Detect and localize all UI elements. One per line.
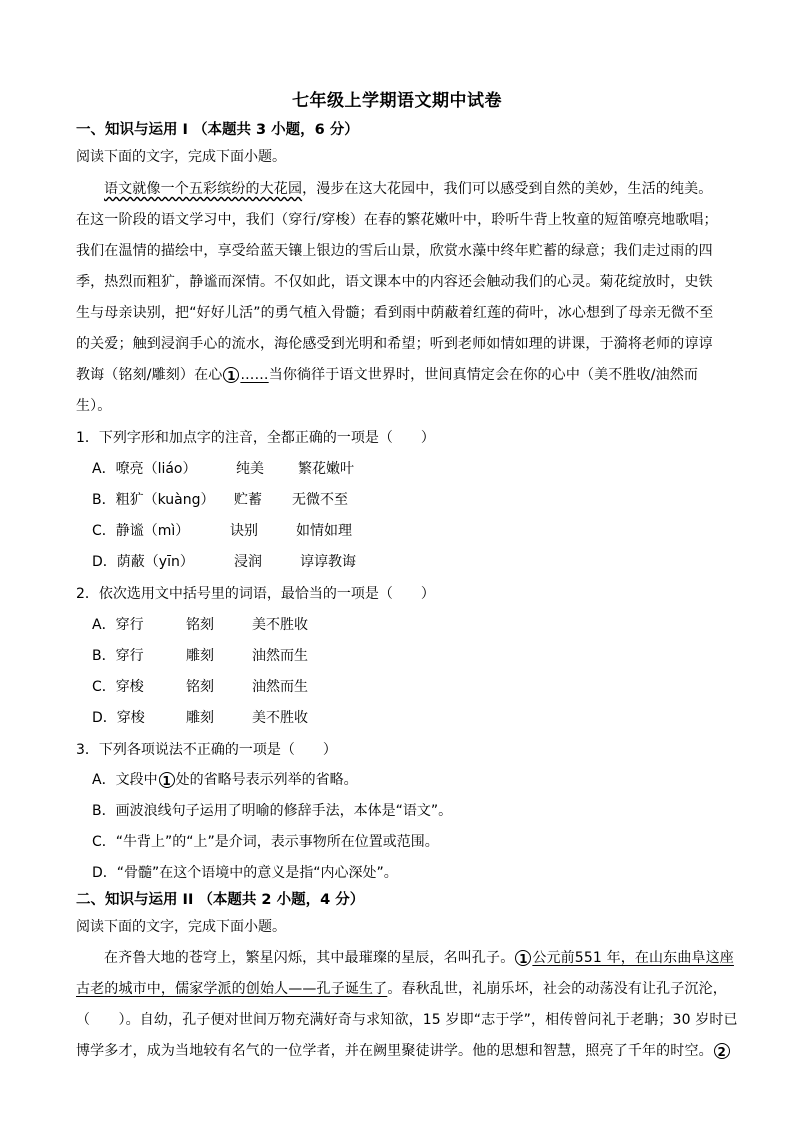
passage-text: ，漫步在这大花园中，我们可以感受到自然的美妙，生活的纯美。: [302, 181, 713, 197]
passage-line: [104, 947, 738, 967]
passage-line: 在这一阶段的语文学习中，我们（穿行/穿梭）在春的繁花嫩叶中，聆听牛背上牧童的短笛嘹亮地歌唱；: [76, 212, 718, 228]
option-part: 无微不至: [292, 492, 348, 508]
q3-option-c[interactable]: C．“牛背上”的“上”是介词，表示事物所在位置或范围。: [92, 834, 439, 850]
circled-number-1: 1: [515, 950, 531, 966]
q3-option-d[interactable]: D．“骨髓”在这个语境中的意义是指“内心深处”。: [92, 865, 398, 881]
q2-option-d[interactable]: [92, 707, 308, 727]
circled-number-1: 1: [223, 367, 239, 383]
q1-option-b[interactable]: [92, 489, 348, 509]
passage-line: [104, 178, 738, 198]
passage-line: 我们在温情的描绘中，享受给蓝天镶上银边的雪后山景，欣赏水藻中终年贮蓄的绿意；我们走过雨的四: [76, 243, 713, 259]
option-part: 美不胜收: [252, 710, 308, 726]
passage-line: [76, 978, 738, 998]
option-part: 铭刻: [186, 617, 214, 633]
option-part: 浸润: [234, 554, 262, 570]
option-part: 雕刻: [186, 710, 214, 726]
option-part: A．文段中: [92, 772, 158, 788]
option-part: 油然而生: [252, 648, 308, 664]
option-part: 处的省略号表示列举的省略。: [175, 772, 358, 788]
passage-text: 在齐鲁大地的苍穹上，繁星闪烁，其中最璀璨的星辰，名叫孔子。: [104, 950, 515, 966]
q2-option-b[interactable]: [92, 645, 308, 665]
q2-option-a[interactable]: [92, 614, 308, 634]
option-part: 雕刻: [186, 648, 214, 664]
option-part: A．嘹亮（liáo）: [92, 461, 197, 477]
passage-line: （ ）。自幼，孔子便对世间万物充满好奇与求知欲，15 岁即“志于学”，相传曾问礼于老聃；30 岁时已: [76, 1012, 738, 1028]
page-title: 七年级上学期语文期中试卷: [292, 91, 502, 111]
option-part: D．荫蔽（yīn）: [92, 554, 194, 570]
option-part: 如情如理: [296, 523, 352, 539]
option-part: 繁花嫩叶: [298, 461, 354, 477]
option-part: B．穿行: [92, 648, 144, 664]
q1-option-d[interactable]: [92, 551, 356, 571]
question-3-stem: 3．下列各项说法不正确的一项是（ ）: [76, 742, 337, 758]
passage-line: 生与母亲诀别，把“好好儿活”的勇气植入骨髓；看到雨中荫蔽着红莲的荷叶，冰心想到了母亲无微不至: [76, 305, 714, 321]
question-2-stem: 2．依次选用文中括号里的词语，最恰当的一项是（ ）: [76, 586, 435, 602]
passage-line: 生）。: [76, 398, 112, 414]
option-part: 诀别: [230, 523, 258, 539]
option-part: C．穿梭: [92, 679, 144, 695]
section-1-intro: 阅读下面的文字，完成下面小题。: [76, 149, 286, 165]
passage-text: 。春秋乱世，礼崩乐坏，社会的动荡没有让孔子沉沦，: [387, 981, 727, 997]
passage-line: [76, 1040, 738, 1060]
option-part: A．穿行: [92, 617, 144, 633]
passage-line: 的关爱；触到浸润手心的流水，海伦感受到光明和希望；听到老师如情如理的讲课，于漪将老师的谆谆: [76, 336, 713, 352]
option-part: 美不胜收: [252, 617, 308, 633]
option-part: 纯美: [236, 461, 264, 477]
circled-number-1: 1: [159, 772, 175, 788]
option-part: D．穿梭: [92, 710, 145, 726]
circled-number-2: 2: [714, 1043, 730, 1059]
passage-text: 当你徜徉于语文世界时，世间真情定会在你的心中（美不胜收/油然而: [268, 367, 699, 383]
option-part: C．静谧（mì）: [92, 523, 190, 539]
q1-option-c[interactable]: [92, 520, 352, 540]
q1-option-a[interactable]: [92, 458, 354, 478]
section-1-heading: 一、知识与运用 I （本题共 3 小题，6 分）: [76, 122, 359, 138]
option-part: 贮蓄: [234, 492, 262, 508]
passage-text: 教诲（铭刻/雕刻）在心: [76, 367, 223, 383]
section-2-intro: 阅读下面的文字，完成下面小题。: [76, 919, 286, 935]
passage-line: [76, 364, 738, 384]
underlined-sentence: 公元前551 年，在山东曲阜这座: [532, 950, 734, 966]
wavy-underlined-sentence: 语文就像一个五彩缤纷的大花园: [104, 181, 303, 197]
q2-option-c[interactable]: [92, 676, 308, 696]
ellipsis-blank: ……: [240, 367, 269, 383]
option-part: B．粗犷（kuàng）: [92, 492, 215, 508]
section-2-heading: 二、知识与运用 II （本题共 2 小题，4 分）: [76, 892, 365, 908]
option-part: 油然而生: [252, 679, 308, 695]
passage-line: 季，热烈而粗犷，静谧而深情。不仅如此，语文课本中的内容还会触动我们的心灵。菊花绽放时，史铁: [76, 274, 713, 290]
passage-text: 博学多才，成为当地较有名气的一位学者，并在阙里聚徒讲学。他的思想和智慧，照亮了千年的时空。: [76, 1043, 713, 1059]
q3-option-b[interactable]: B．画波浪线句子运用了明喻的修辞手法，本体是“语文”。: [92, 803, 453, 819]
option-part: 铭刻: [186, 679, 214, 695]
question-1-stem: 1．下列字形和加点字的注音，全都正确的一项是（ ）: [76, 430, 435, 446]
underlined-sentence: 古老的城市中，儒家学派的创始人——孔子诞生了: [76, 981, 388, 997]
option-part: 谆谆教诲: [300, 554, 356, 570]
q3-option-a[interactable]: [92, 769, 358, 789]
